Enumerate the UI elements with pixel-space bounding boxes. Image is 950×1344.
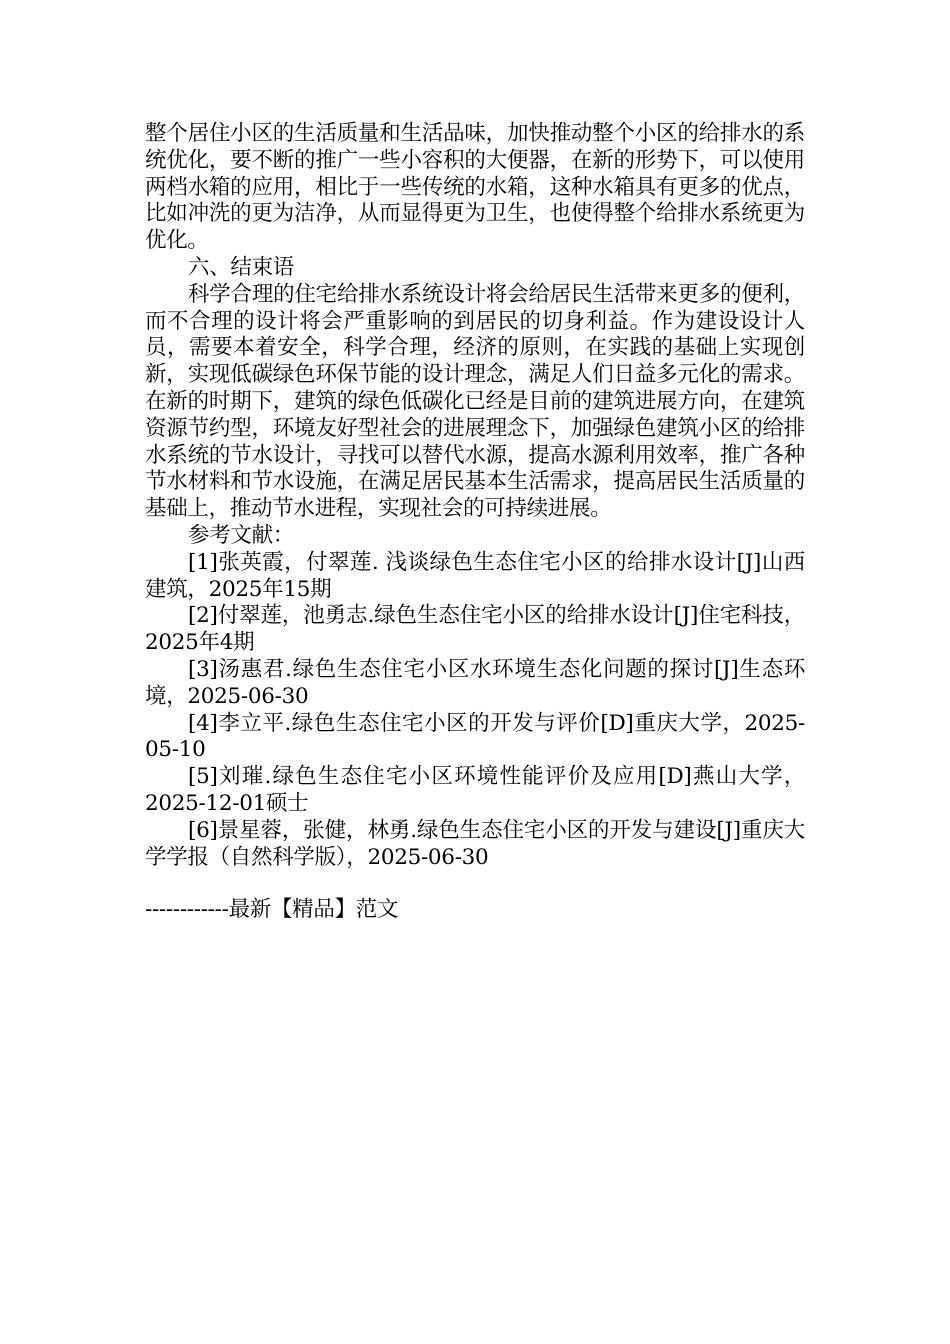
section-heading-conclusion: 六、结束语: [188, 254, 295, 280]
reference-list: [145, 550, 805, 872]
references-heading: 参考文献：: [188, 522, 295, 548]
body-paragraph-conclusion: 科学合理的住宅给排水系统设计将会给居民生活带来更多的便利，而不合理的设计将会严重影响的到居民的切身利益。作为建设设计人员，需要本着安全，科学合理，经济的原则，在实践的基础上实现创新，实现低碳绿色环保节能的设计理念，满足人们日益多元化的需求。在新的时期下，建筑的绿色低碳化已经是目前的建筑进展方向，在建筑资源节约型，环境友好型社会的进展理念下，加强绿色建筑小区的给排水系统的节水设计，寻找可以替代水源，提高水源利用效率，推广各种节水材料和节水设施，在满足居民基本生活需求，提高居民生活质量的基础上，推动节水进程，实现社会的可持续进展。: [145, 281, 805, 522]
reference-item-2: [2]付翠莲，池勇志.绿色生态住宅小区的给排水设计[J]住宅科技，2025年4期: [145, 603, 805, 656]
body-paragraph-intro: 整个居住小区的生活质量和生活品味，加快推动整个小区的给排水的系统优化，要不断的推广一些小容积的大便器，在新的形势下，可以使用两档水箱的应用，相比于一些传统的水箱，这种水箱具有更多的优点，比如冲洗的更为洁净，从而显得更为卫生，也使得整个给排水系统更为优化。: [145, 121, 805, 254]
document-body: [145, 121, 805, 871]
reference-item-1: [1]张英霞，付翠莲. 浅谈绿色生态住宅小区的给排水设计[J]山西建筑，2025年15期: [145, 549, 805, 602]
reference-item-4: [4]李立平.绿色生态住宅小区的开发与评价[D]重庆大学，2025-05-10: [145, 710, 805, 763]
reference-item-5: [5]刘璀.绿色生态住宅小区环境性能评价及应用[D]燕山大学，2025-12-01硕士: [145, 764, 805, 816]
reference-item-3: [3]汤惠君.绿色生态住宅小区水环境生态化问题的探讨[J]生态环境，2025-06-30: [145, 656, 805, 709]
footer-text: ------------最新【精品】范文: [145, 897, 399, 922]
reference-item-6: [6]景星蓉，张健，林勇.绿色生态住宅小区的开发与建设[J]重庆大学学报（自然科学版），2025-06-30: [145, 817, 805, 870]
